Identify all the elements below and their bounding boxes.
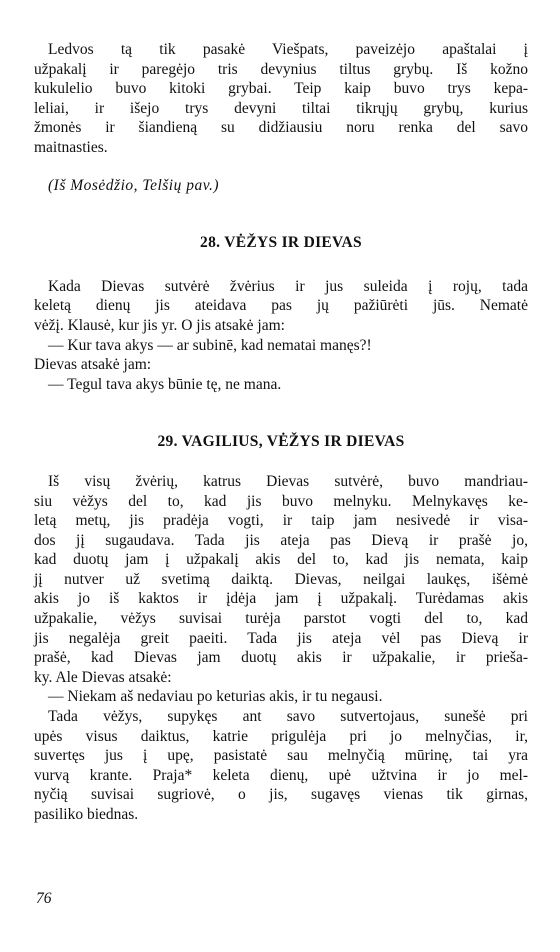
text-line: keletą dienų jis ateidava pas jų pažiūrėti jūs. Nematė	[34, 297, 528, 315]
text-line: akis jo iš kaktos ir įdėja jam į užpakalį. Turėdamas akis	[34, 590, 528, 608]
text-line: maitnasties.	[34, 138, 108, 156]
section-28-text	[34, 277, 528, 395]
text-line: jį nutver už svetimą daiktą. Dievas, neilgai laukęs, išėmė	[34, 570, 528, 588]
text-line: upės visus daiktus, katrie prigulėja pri jo melnyčias, ir,	[34, 727, 528, 745]
section-title-29: 29. VAGILIUS, VĖŽYS IR DIEVAS	[157, 433, 405, 451]
dialogue-line: — Tegul tava akys būnie tę, ne mana.	[48, 375, 282, 393]
text-line: užpakalį ir paregėjo tris devynius tiltus grybų. Iš kožno	[34, 60, 528, 78]
text-line: kad duotų jam į užpakalį akis del to, kad jis nemata, kaip	[34, 551, 528, 569]
text-line: nyčią suvisai sugriovė, o jis, sugavęs vienas tik girnas,	[34, 786, 528, 804]
dialogue-line: — Kur tava akys — ar subinē, kad nematai manęs?!	[48, 336, 372, 354]
text-line: leliai, ir išejo trys devyni tiltai tikrųjų grybų, kurius	[34, 99, 528, 117]
text-line: jis negalėja greit paeiti. Tada jis ateja vėl pas Dievą ir	[34, 629, 528, 647]
section-title-28: 28. VĖŽYS IR DIEVAS	[200, 234, 362, 252]
dialogue-line: — Niekam aš nedaviau po keturias akis, ir tu negausi.	[48, 688, 383, 706]
text-line: siu vėžys del to, kad jis buvo melnyku. Melnykavęs ke-	[34, 492, 528, 510]
text-line: ky. Ale Dievas atsakė:	[34, 668, 172, 686]
text-line: suvertęs jus į upę, pasistatė sau melnyčią mūrinę, tai yra	[34, 747, 528, 765]
text-line: vurvą krante. Praja* keleta dienų, upė užtvina ir jo mel-	[34, 766, 528, 784]
text-line: dos jį sugaudava. Tada jis ateja pas Dievą ir prašė jo,	[34, 531, 528, 549]
text-line: žmonės ir šiandieną su didžiausiu noru renka del savo	[34, 119, 528, 137]
text-line: vėžį. Klausė, kur jis yr. O jis atsakė jam:	[34, 316, 285, 334]
text-line: Ledvos tą tik pasakė Viešpats, paveizėjo apaštalai į	[48, 41, 528, 58]
intro-paragraph	[34, 40, 528, 158]
source-note: (Iš Mosėdžio, Telšių pav.)	[48, 176, 220, 194]
text-line: užpakalie, vėžys suvisai turėja parstot vogti del to, kad	[34, 610, 528, 628]
text-line: pasiliko biednas.	[34, 806, 139, 823]
text-line: prašė, kad Dievas jam duotų akis ir užpakalie, ir prieša-	[34, 649, 528, 667]
section-29-paragraph-2	[34, 707, 528, 825]
text-line: Dievas atsakė jam:	[34, 356, 152, 374]
book-page	[34, 40, 528, 825]
text-line: Iš visų žvėrių, katrus Dievas sutvėrė, buvo mandriau-	[48, 472, 528, 490]
text-line: Kada Dievas sutvėrė žvėrius ir jus suleida į rojų, tada	[48, 277, 528, 295]
section-29-paragraph-1	[34, 472, 528, 707]
text-line: kukulelio buvo kitoki grybai. Teip kaip buvo trys kepa-	[34, 80, 528, 98]
text-line: Tada vėžys, supykęs ant savo sutvertojaus, sunešė pri	[48, 708, 528, 726]
text-line: letą metų, jis pradėja vogti, ir taip jam nesivedė ir visa-	[34, 512, 528, 530]
page-number: 76	[36, 890, 52, 907]
